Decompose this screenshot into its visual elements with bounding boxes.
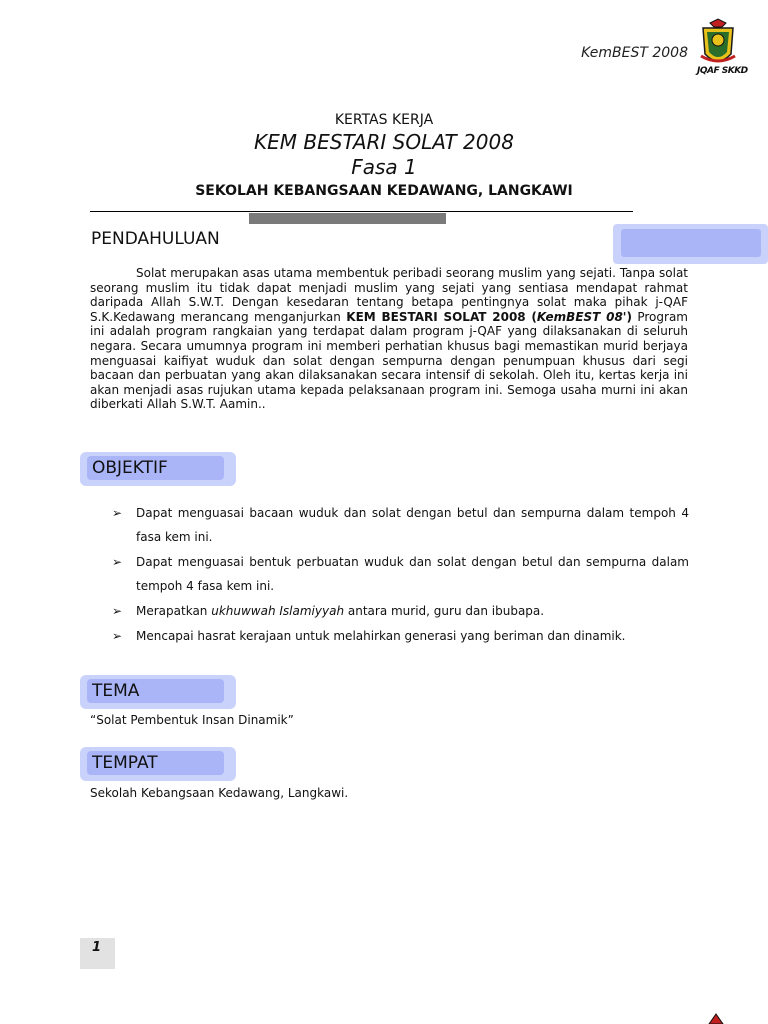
decorative-highlight-box xyxy=(613,224,768,264)
document-phase: Fasa 1 xyxy=(351,155,417,179)
objektif-list xyxy=(112,501,689,649)
para-text-1: Solat merupakan asas utama membentuk peribadi seorang muslim yang sejati. Tanpa solat seorang muslim itu tidak dapat menjadi muslim yang sejati yang sentiasa mendapat rahmat daripada Allah S.W.T. Dengan kesedaran tentang betapa pentingnya solat maka pihak j-QAF S.K.Kedawang merancang menganjurkan xyxy=(90,266,688,324)
tempat-label: TEMPAT xyxy=(92,753,158,773)
title-divider-bar xyxy=(249,213,446,224)
list-item: ➢ Dapat menguasai bentuk perbuatan wuduk dan solat dengan betul dan sempurna dalam tempoh 4 fasa kem ini. xyxy=(112,550,689,598)
logo-caption: JQAF SKKD xyxy=(697,66,748,76)
page-number-box xyxy=(80,938,115,969)
para-text-2: Program ini adalah program rangkaian yang terdapat dalam program j-QAF yang dilaksanakan di seluruh negara. Secara umumnya program ini memberi perhatian khusus bagi memastikan murid berjaya menguasai kaifiyat wuduk dan solat dengan sempurna dengan penumpuan khusus dari segi bacaan dan perbuatan yang akan dilaksanakan secara intensif di sekolah. Oleh itu, kertas kerja ini akan menjadi asas rujukan utama kepada pelaksanaan program ini. Semoga usaha murni ini akan diberkati Allah S.W.T. Aamin.. xyxy=(90,309,688,412)
arrow-bullet-icon: ➢ xyxy=(112,629,123,643)
list-item: ➢ Merapatkan ukhuwwah Islamiyyah antara murid, guru dan ibubapa. xyxy=(112,599,689,623)
arrow-bullet-icon: ➢ xyxy=(112,506,123,520)
school-name: SEKOLAH KEBANGSAAN KEDAWANG, LANGKAWI xyxy=(195,183,573,199)
para-bold-1: KEM BESTARI SOLAT 2008 ( xyxy=(346,309,537,324)
para-bold-italic: KemBEST 08' xyxy=(536,309,627,324)
title-divider-line xyxy=(90,211,633,212)
tema-label: TEMA xyxy=(92,681,140,701)
list-item: ➢ Dapat menguasai bacaan wuduk dan solat dengan betul dan sempurna dalam tempoh 4 fasa kem ini. xyxy=(112,501,689,549)
crest-fragment-icon xyxy=(705,1012,727,1024)
running-header-title: KemBEST 2008 xyxy=(581,45,688,61)
arrow-bullet-icon: ➢ xyxy=(112,555,123,569)
section-heading-objektif xyxy=(80,452,236,486)
para-bold-2: ) xyxy=(626,309,632,324)
document-title: KEM BESTARI SOLAT 2008 xyxy=(254,130,514,154)
document-type: KERTAS KERJA xyxy=(334,112,434,128)
objektif-label: OBJEKTIF xyxy=(92,458,168,478)
document-title-block xyxy=(0,110,768,202)
pendahuluan-paragraph xyxy=(90,266,688,412)
section-heading-tema xyxy=(80,675,236,709)
list-item: ➢ Mencapai hasrat kerajaan untuk melahirkan generasi yang beriman dan dinamik. xyxy=(112,624,689,648)
page-number: 1 xyxy=(92,940,102,955)
section-heading-tempat xyxy=(80,747,236,781)
tempat-text: Sekolah Kebangsaan Kedawang, Langkawi. xyxy=(90,786,349,800)
arrow-bullet-icon: ➢ xyxy=(112,604,123,618)
heading-pendahuluan: PENDAHULUAN xyxy=(91,229,220,249)
tema-text: “Solat Pembentuk Insan Dinamik” xyxy=(90,713,294,727)
